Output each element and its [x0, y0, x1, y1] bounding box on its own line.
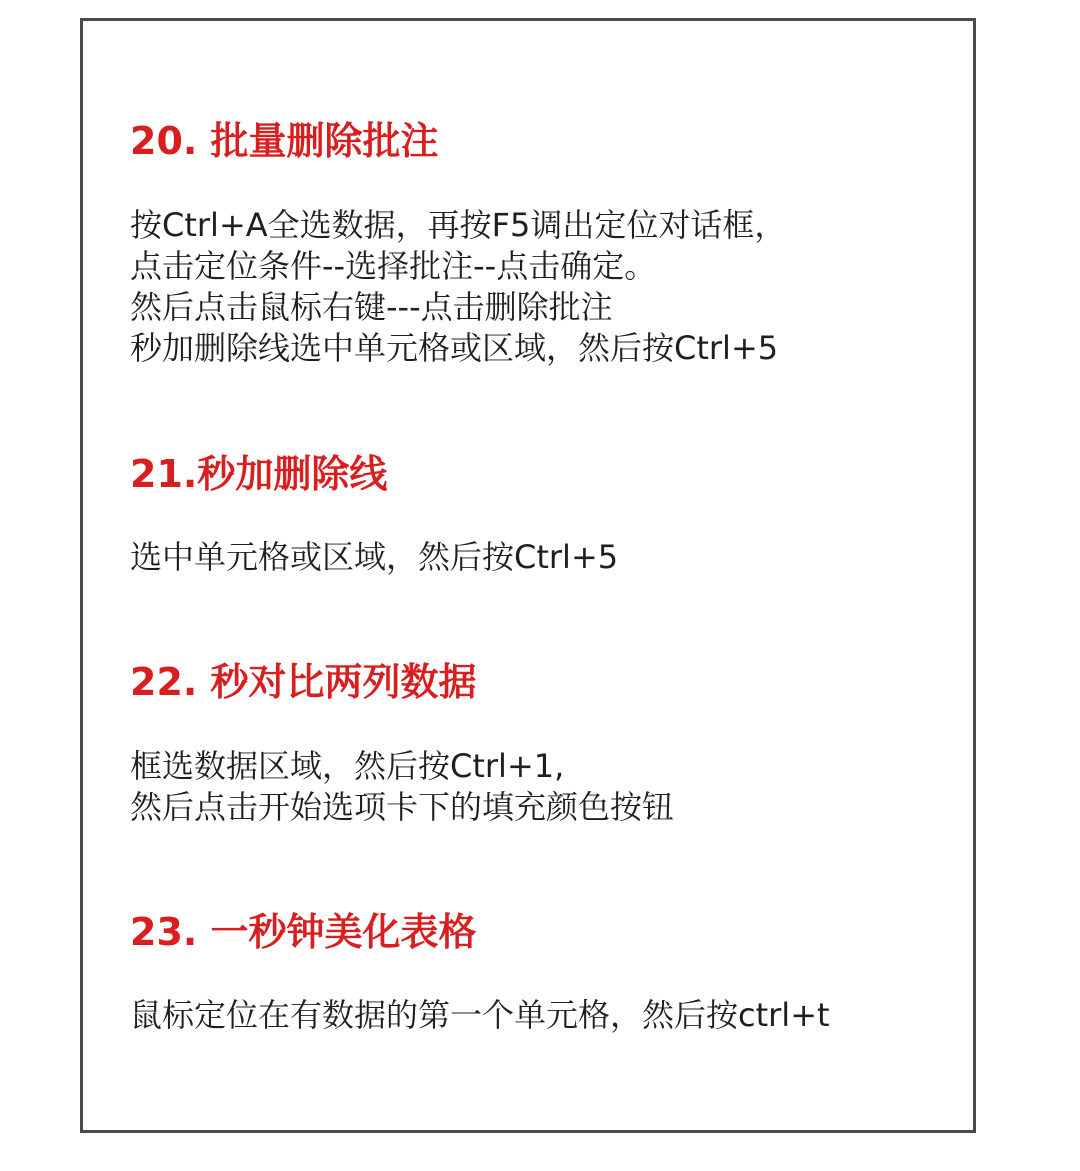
body-line: 鼠标定位在有数据的第一个单元格，然后按ctrl+t: [130, 996, 830, 1034]
section-body-22: [130, 746, 674, 828]
section-title-20: 20. 批量删除批注: [130, 119, 439, 163]
body-line: 然后点击鼠标右键---点击删除批注: [130, 288, 613, 326]
section-body-21: [130, 537, 618, 578]
section-title-21: 21.秒加删除线: [130, 452, 388, 496]
section-body-23: [130, 995, 830, 1036]
body-line: 然后点击开始选项卡下的填充颜色按钮: [130, 788, 675, 826]
body-line: 框选数据区域，然后按Ctrl+1,: [130, 747, 565, 785]
section-title-22: 22. 秒对比两列数据: [130, 660, 477, 704]
body-line: 秒加删除线选中单元格或区域，然后按Ctrl+5: [130, 329, 779, 367]
section-body-20: [130, 205, 786, 369]
body-line: 选中单元格或区域，然后按Ctrl+5: [130, 538, 619, 576]
body-line: 按Ctrl+A全选数据，再按F5调出定位对话框，: [130, 206, 787, 244]
body-line: 点击定位条件--选择批注--点击确定。: [130, 247, 657, 285]
section-title-23: 23. 一秒钟美化表格: [130, 910, 477, 954]
